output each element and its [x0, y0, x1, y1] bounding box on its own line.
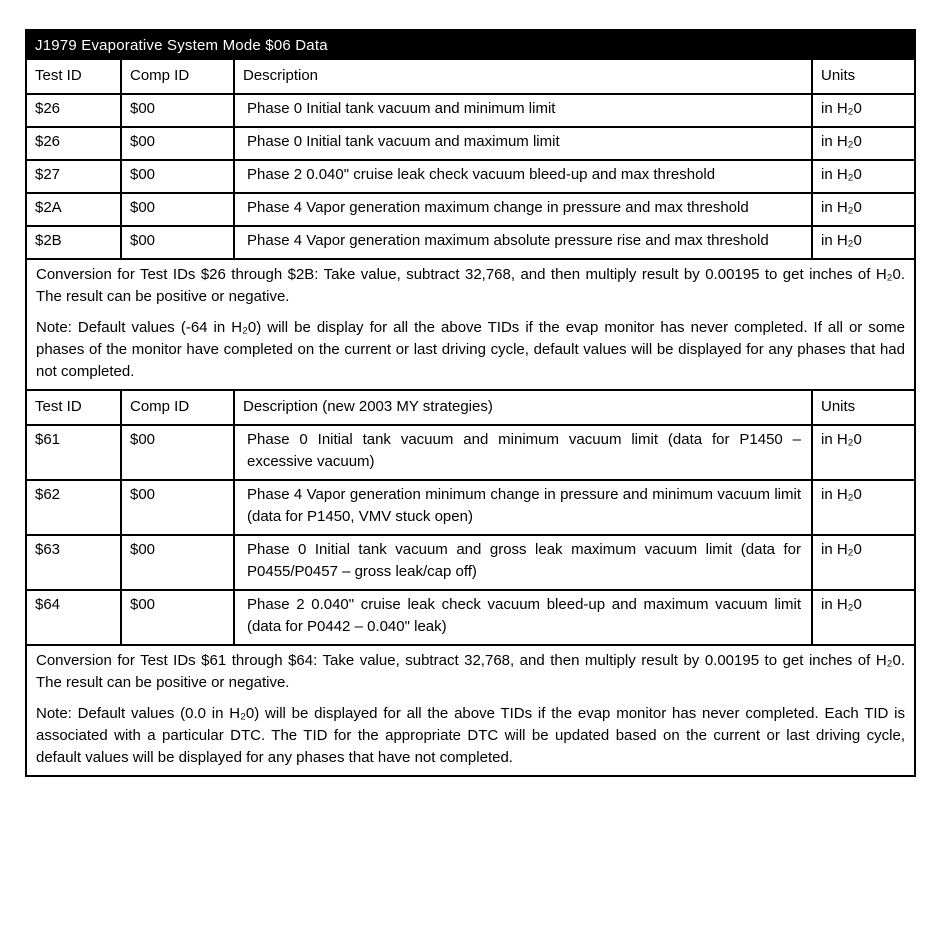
table-row	[27, 590, 914, 645]
description-cell: Phase 0 Initial tank vacuum and maximum limit	[234, 127, 812, 160]
comp-id-cell: $00	[121, 535, 234, 590]
comp-id-cell: $00	[121, 127, 234, 160]
test-id-cell: $26	[27, 94, 121, 127]
comp-id-cell: $00	[121, 480, 234, 535]
table-row	[27, 425, 914, 480]
header-units: Units	[812, 60, 914, 94]
description-cell: Phase 2 0.040" cruise leak check vacuum bleed-up and max threshold	[234, 160, 812, 193]
comp-id-cell: $00	[121, 425, 234, 480]
header-comp-id: Comp ID	[121, 390, 234, 425]
evap-mode06-table	[25, 29, 916, 777]
test-id-cell: $63	[27, 535, 121, 590]
table2-notes-row	[27, 645, 914, 775]
description-cell: Phase 4 Vapor generation maximum absolute pressure rise and max threshold	[234, 226, 812, 259]
table-row	[27, 480, 914, 535]
header-test-id: Test ID	[27, 60, 121, 94]
table2-header-row	[27, 390, 914, 425]
description-cell: Phase 0 Initial tank vacuum and minimum vacuum limit (data for P1450 – excessive vacuum)	[234, 425, 812, 480]
test-id-cell: $61	[27, 425, 121, 480]
units-cell: in H₂0	[812, 226, 914, 259]
header-description: Description (new 2003 MY strategies)	[234, 390, 812, 425]
units-cell: in H₂0	[812, 425, 914, 480]
comp-id-cell: $00	[121, 226, 234, 259]
table-row	[27, 160, 914, 193]
header-description: Description	[234, 60, 812, 94]
description-cell: Phase 2 0.040" cruise leak check vacuum bleed-up and maximum vacuum limit (data for P0442 – 0.040" leak)	[234, 590, 812, 645]
test-id-cell: $64	[27, 590, 121, 645]
table1-notes-row	[27, 259, 914, 390]
test-id-cell: $2A	[27, 193, 121, 226]
comp-id-cell: $00	[121, 193, 234, 226]
header-units: Units	[812, 390, 914, 425]
units-cell: in H₂0	[812, 127, 914, 160]
units-cell: in H₂0	[812, 590, 914, 645]
table-row	[27, 94, 914, 127]
header-test-id: Test ID	[27, 390, 121, 425]
units-cell: in H₂0	[812, 94, 914, 127]
comp-id-cell: $00	[121, 160, 234, 193]
table-row	[27, 535, 914, 590]
conversion-text: Conversion for Test IDs $26 through $2B: Take value, subtract 32,768, and then multiply result by 0.00195 to get inches of H₂0. The result can be positive or negative.	[36, 266, 905, 305]
units-cell: in H₂0	[812, 480, 914, 535]
test-id-cell: $27	[27, 160, 121, 193]
description-cell: Phase 0 Initial tank vacuum and minimum limit	[234, 94, 812, 127]
description-cell: Phase 0 Initial tank vacuum and gross leak maximum vacuum limit (data for P0455/P0457 – gross leak/cap off)	[234, 535, 812, 590]
table-title: J1979 Evaporative System Mode $06 Data	[27, 31, 914, 60]
table-row	[27, 127, 914, 160]
units-cell: in H₂0	[812, 160, 914, 193]
note-text: Note: Default values (0.0 in H₂0) will be displayed for all the above TIDs if the evap monitor has never completed. Each TID is associated with a particular DTC. The TID for the appropriate DTC will be updated based on the current or last driving cycle, default values will be displayed for any phases that have not completed.	[36, 705, 905, 766]
data-table	[27, 60, 914, 775]
test-id-cell: $26	[27, 127, 121, 160]
comp-id-cell: $00	[121, 590, 234, 645]
test-id-cell: $2B	[27, 226, 121, 259]
note-text: Note: Default values (-64 in H₂0) will be display for all the above TIDs if the evap monitor has never completed. If all or some phases of the monitor have completed on the current or last driving cycle, default values will be displayed for any phases that had not completed.	[36, 319, 905, 380]
units-cell: in H₂0	[812, 193, 914, 226]
comp-id-cell: $00	[121, 94, 234, 127]
table1-header-row	[27, 60, 914, 94]
conversion-text: Conversion for Test IDs $61 through $64: Take value, subtract 32,768, and then multiply result by 0.00195 to get inches of H₂0. The result can be positive or negative.	[36, 652, 905, 691]
units-cell: in H₂0	[812, 535, 914, 590]
header-comp-id: Comp ID	[121, 60, 234, 94]
table1-notes	[27, 259, 914, 390]
table-row	[27, 226, 914, 259]
description-cell: Phase 4 Vapor generation minimum change in pressure and minimum vacuum limit (data for P1450, VMV stuck open)	[234, 480, 812, 535]
table-row	[27, 193, 914, 226]
description-cell: Phase 4 Vapor generation maximum change in pressure and max threshold	[234, 193, 812, 226]
test-id-cell: $62	[27, 480, 121, 535]
table2-notes	[27, 645, 914, 775]
